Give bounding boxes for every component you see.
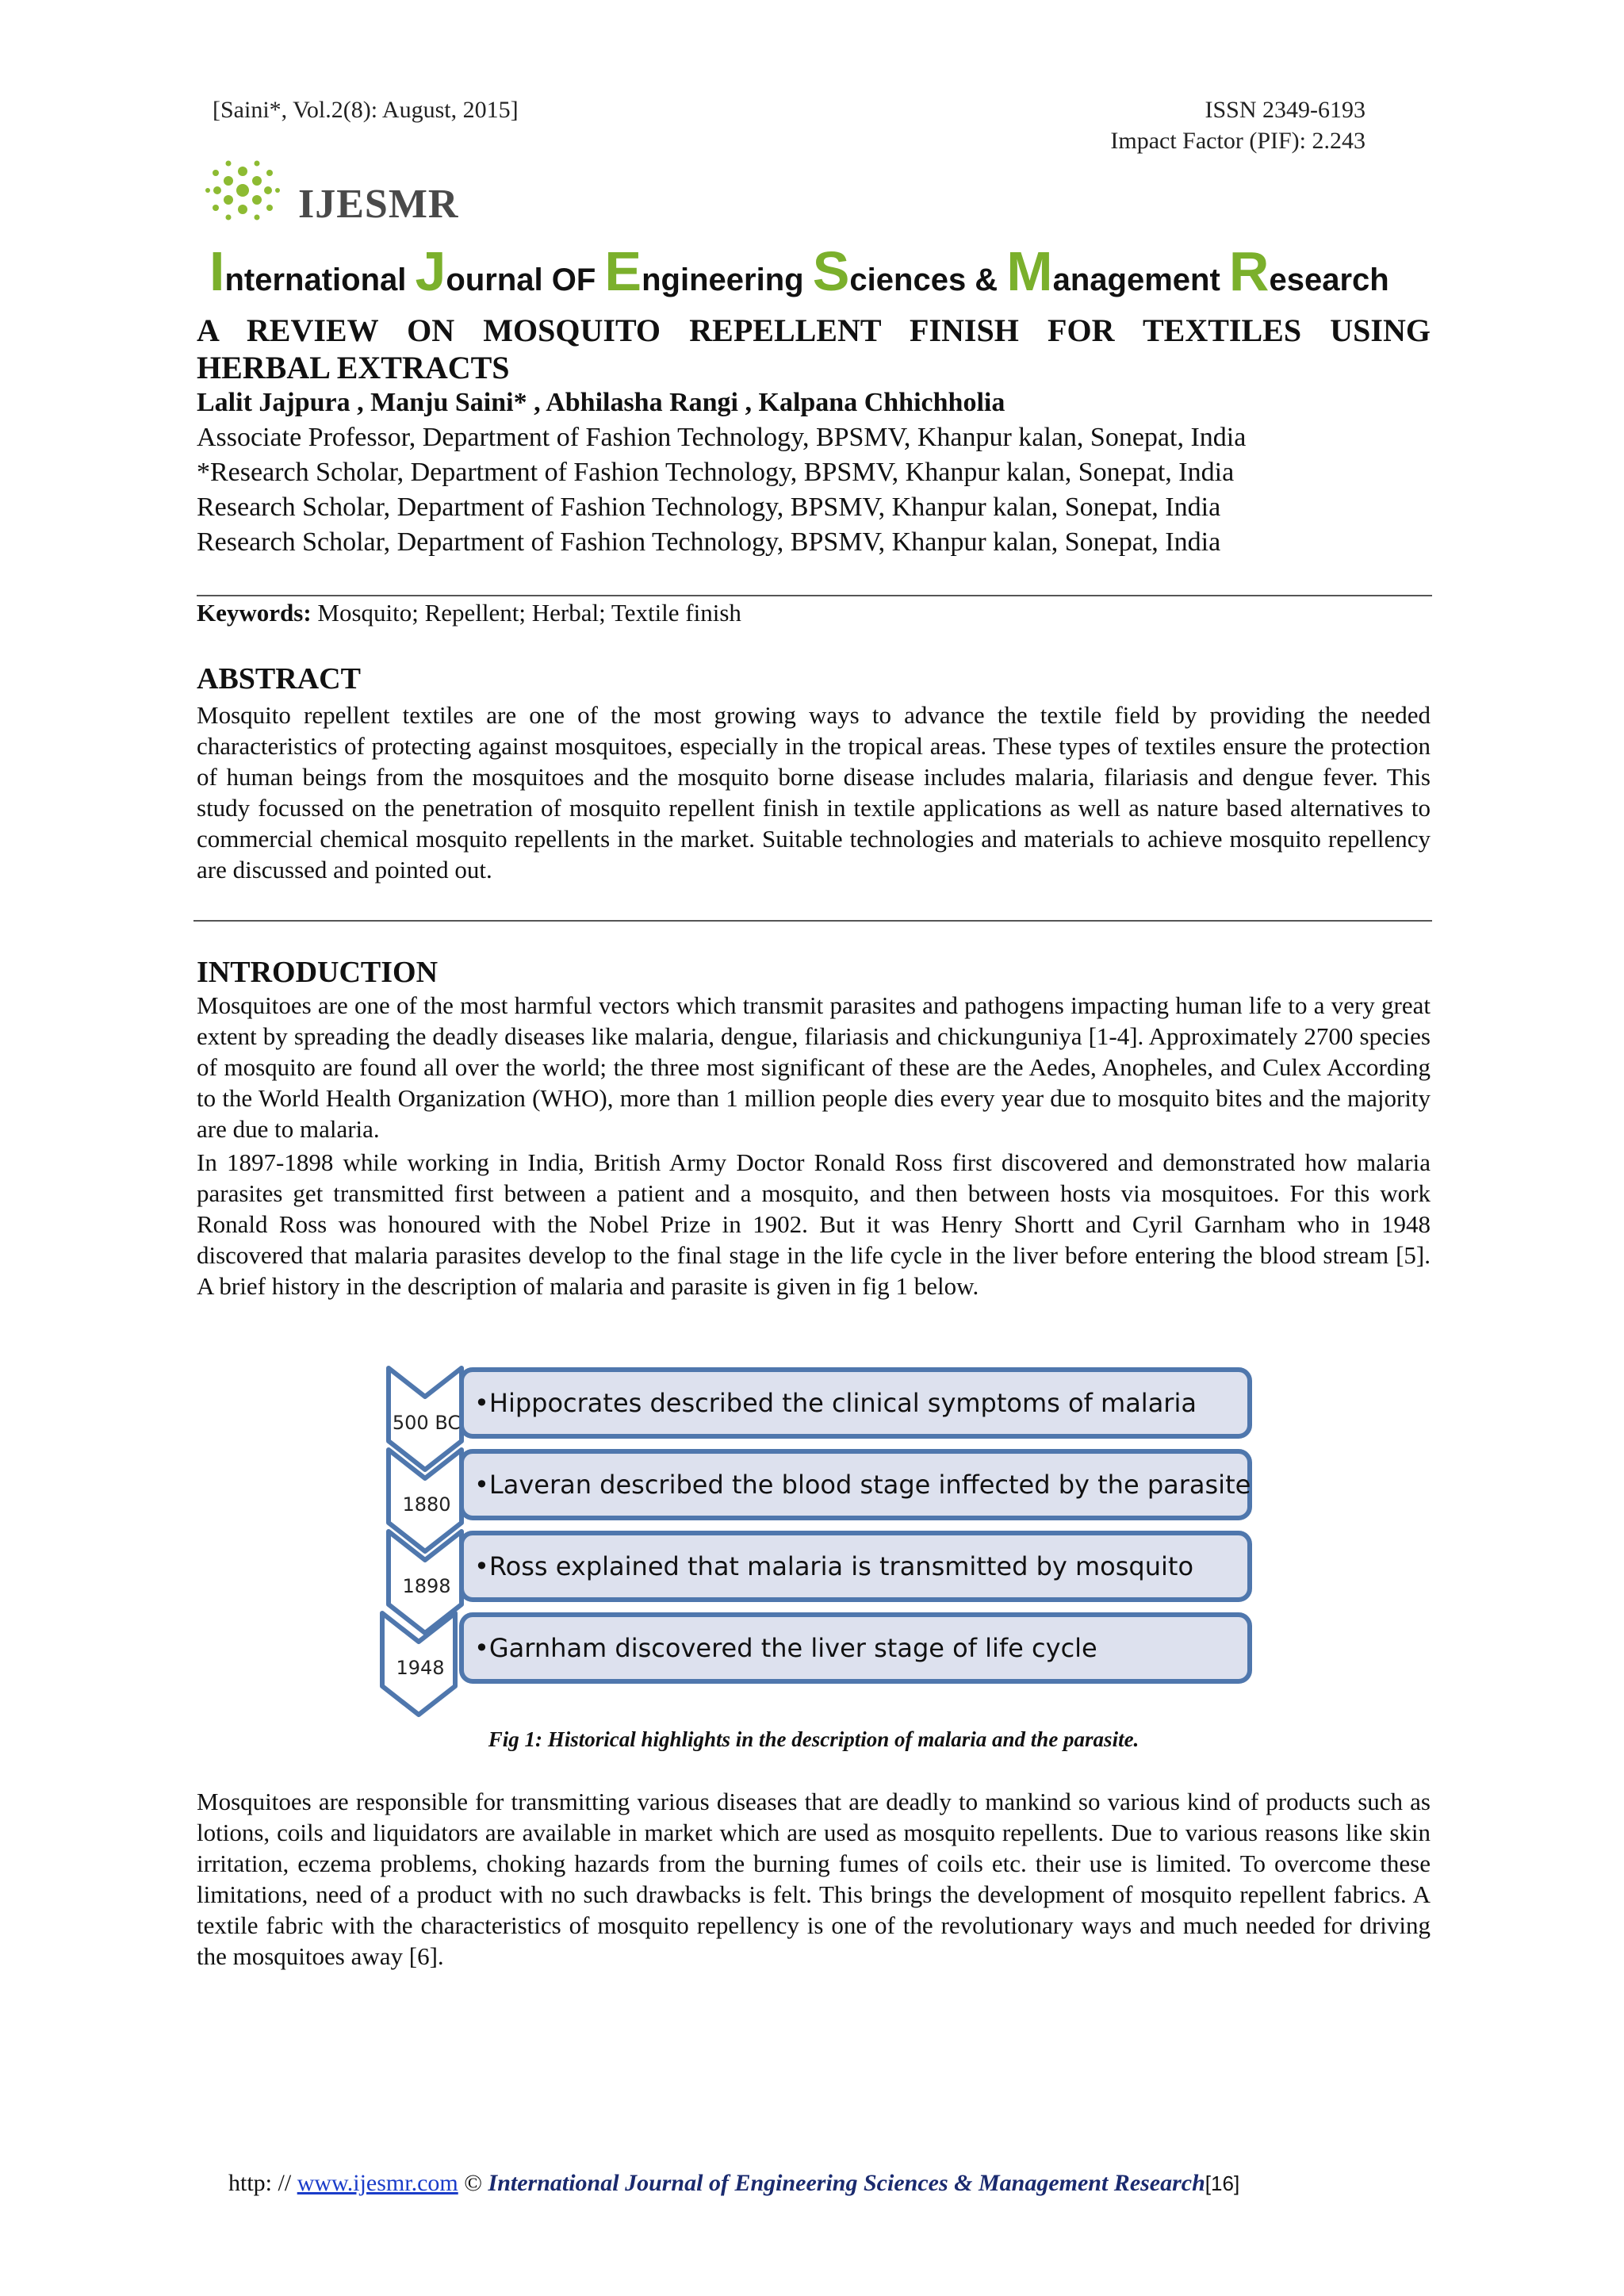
journal-word: esearch xyxy=(1269,263,1389,297)
abstract-text: Mosquito repellent textiles are one of the most growing ways to advance the textile field by providing the needed characteristics of protecting against mosquitoes, especially in the tropical areas. These types of textiles ensure the protection of human beings from the mosquitoes and the mosquito borne disease includes malaria, filariasis and dengue fever. This study focussed on the penetration of mosquito repellent finish in textile applications as well as nature based alternatives to commercial chemical mosquito repellents in the market. Suitable technologies and materials to achieve mosquito repellency are discussed and pointed out. xyxy=(197,701,1431,884)
article-title-line1: A REVIEW ON MOSQUITO REPELLENT FINISH FOR TEXTILES USING xyxy=(197,312,1431,348)
timeline-event-text: •Ross explained that malaria is transmitted by mosquito xyxy=(474,1551,1194,1581)
header-impact-factor: Impact Factor (PIF): 2.243 xyxy=(1110,128,1365,154)
figure-timeline xyxy=(373,1356,1261,1729)
journal-word: anagement xyxy=(1052,263,1229,297)
journal-initial: S xyxy=(812,240,850,302)
journal-name xyxy=(209,240,1389,303)
divider xyxy=(197,595,1432,596)
footer-journal: International Journal of Engineering Sciences & Management Research xyxy=(488,2170,1205,2196)
journal-word: nternational xyxy=(224,263,416,297)
timeline-year: 500 BC xyxy=(392,1412,462,1434)
footer-page-number: [16] xyxy=(1205,2171,1240,2195)
header-issn: ISSN 2349-6193 xyxy=(1205,97,1365,123)
footer-copyright: © xyxy=(458,2170,488,2196)
journal-word: ngineering xyxy=(642,263,813,297)
affiliation: Associate Professor, Department of Fashion Technology, BPSMV, Khanpur kalan, Sonepat, India xyxy=(197,423,1247,452)
divider xyxy=(193,920,1432,922)
timeline-year: 1898 xyxy=(402,1575,451,1597)
journal-website-link[interactable]: www.ijesmr.com xyxy=(297,2170,458,2196)
abstract-heading: ABSTRACT xyxy=(197,662,361,696)
article-title-line2: HERBAL EXTRACTS xyxy=(197,350,510,385)
keywords-label: Keywords: xyxy=(197,599,312,627)
journal-initial: I xyxy=(209,240,225,302)
timeline-year: 1948 xyxy=(396,1657,445,1679)
logo-text: IJESMR xyxy=(298,182,459,227)
journal-word: ournal OF xyxy=(446,263,605,297)
timeline-event-text: •Hippocrates described the clinical symptoms of malaria xyxy=(474,1388,1197,1418)
journal-initial: R xyxy=(1228,240,1270,302)
affiliations xyxy=(197,420,1434,560)
timeline-event-text: •Garnham discovered the liver stage of life cycle xyxy=(474,1633,1097,1663)
introduction-paragraph: Mosquitoes are one of the most harmful vectors which transmit parasites and pathogens impacting human life to a very great extent by spreading the deadly diseases like malaria, dengue, filariasis and chickunguniya [1-4]. Approximately 2700 species of mosquito are found all over the world; the three most significant of these are the Aedes, Anopheles, and Culex According to the World Health Organization (WHO), more than 1 million people dies every year due to mosquito bites and the majority are due to malaria. xyxy=(197,991,1431,1143)
introduction-heading: INTRODUCTION xyxy=(197,956,439,989)
timeline-year: 1880 xyxy=(402,1493,451,1516)
figure-caption: Fig 1: Historical highlights in the description of malaria and the parasite. xyxy=(488,1727,1139,1751)
header-citation: [Saini*, Vol.2(8): August, 2015] xyxy=(213,97,519,123)
journal-word: ciences & xyxy=(849,263,1007,297)
introduction-paragraph: In 1897-1898 while working in India, British Army Doctor Ronald Ross first discovered and demonstrated how malaria parasites get transmitted first between a patient and a mosquito, and then between hosts via mosquitoes. For this work Ronald Ross was honoured with the Nobel Prize in 1902. But it was Henry Shortt and Cyril Garnham who in 1948 discovered that malaria parasites develop to the final stage in the life cycle in the liver before entering the blood stream [5]. A brief history in the description of malaria and parasite is given in fig 1 below. xyxy=(197,1148,1431,1300)
journal-initial: M xyxy=(1006,240,1053,302)
affiliation: *Research Scholar, Department of Fashion Technology, BPSMV, Khanpur kalan, Sonepat, India xyxy=(197,458,1235,487)
authors: Lalit Jajpura , Manju Saini* , Abhilasha Rangi , Kalpana Chhichholia xyxy=(197,388,1005,417)
affiliation: Research Scholar, Department of Fashion Technology, BPSMV, Khanpur kalan, Sonepat, India xyxy=(197,493,1221,522)
footer-prefix: http: // xyxy=(228,2170,297,2196)
timeline-event-text: •Laveran described the blood stage inffected by the parasite xyxy=(474,1470,1251,1500)
keywords-list: Mosquito; Repellent; Herbal; Textile finish xyxy=(311,599,741,627)
footer xyxy=(228,2170,1239,2197)
journal-initial: J xyxy=(415,240,446,302)
journal-initial: E xyxy=(604,240,642,302)
introduction-paragraph: Mosquitoes are responsible for transmitting various diseases that are deadly to mankind so various kind of products such as lotions, coils and liquidators are available in market which are used as mosquito repellents. Due to various reasons like skin irritation, eczema problems, choking hazards from the burning fumes of coils etc. their use is limited. To overcome these limitations, need of a product with no such drawbacks is felt. This brings the development of mosquito repellent fabrics. A textile fabric with the characteristics of mosquito repellency is one of the revolutionary ways and much needed for driving the mosquitoes away [6]. xyxy=(197,1788,1431,1970)
ijesmr-logo-icon xyxy=(205,159,281,222)
affiliation: Research Scholar, Department of Fashion Technology, BPSMV, Khanpur kalan, Sonepat, India xyxy=(197,527,1221,557)
keywords xyxy=(197,599,741,627)
